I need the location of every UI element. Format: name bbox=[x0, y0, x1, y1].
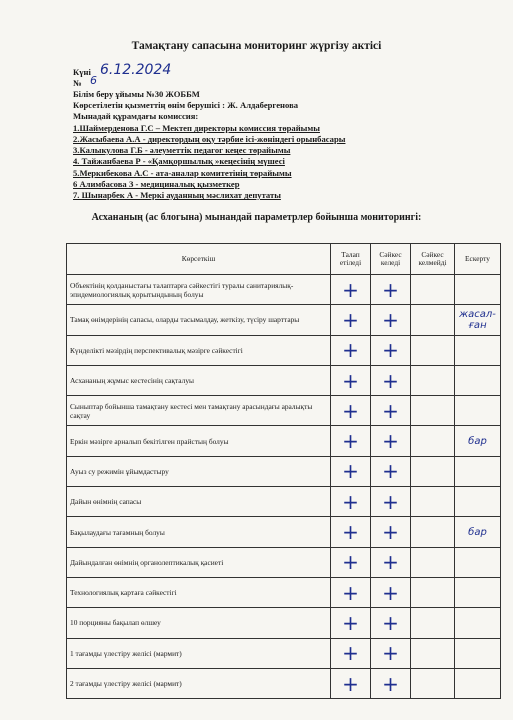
section-title: Асхананың (ас блогына) мынандай параметрлер бойынша мониторингі: bbox=[91, 212, 422, 223]
table-row bbox=[67, 365, 501, 395]
table-row bbox=[67, 456, 501, 486]
not-matches-mark bbox=[411, 426, 455, 456]
commission-member: 3.Калыкулова Г.Б - әлеуметтік педагог кеңес төрайымы bbox=[73, 145, 291, 155]
commission-member: 5.Меркибекова А.С - ата-аналар комитетінің төрайымы bbox=[73, 168, 292, 178]
document-title: Тамақтану сапасына мониторинг жүргізу актісі bbox=[131, 40, 382, 52]
note-cell: бар bbox=[455, 517, 501, 547]
matches-mark: + bbox=[371, 456, 411, 486]
required-mark: + bbox=[331, 668, 371, 698]
not-matches-mark bbox=[411, 275, 455, 305]
table-row bbox=[67, 608, 501, 638]
table-row bbox=[67, 638, 501, 668]
matches-mark: + bbox=[371, 365, 411, 395]
commission-member: 1.Шаймерденова Г.С – Мектеп директоры комиссия төрайымы bbox=[73, 123, 320, 133]
table-row bbox=[67, 547, 501, 577]
note-cell bbox=[455, 608, 501, 638]
commission-member: 2.Жасыбаева А.А - директордың оқу тәрбие ісі-жөніндегі орынбасары bbox=[73, 134, 346, 144]
required-mark: + bbox=[331, 365, 371, 395]
not-matches-mark bbox=[411, 456, 455, 486]
table-row bbox=[67, 577, 501, 607]
note-cell bbox=[455, 577, 501, 607]
criterion-cell: Бақылаудағы тағамның болуы bbox=[67, 517, 331, 547]
criterion-cell: Объектінің қолданыстағы талаптарға сәйкестігі туралы санитариялық-эпидемиологиялық қорытындының болуы bbox=[67, 275, 331, 305]
note-cell bbox=[455, 335, 501, 365]
not-matches-mark bbox=[411, 487, 455, 517]
criterion-cell: 2 тағамды үлестіру желісі (мармит) bbox=[67, 668, 331, 698]
table-row bbox=[67, 426, 501, 456]
note-cell bbox=[455, 456, 501, 486]
required-mark: + bbox=[331, 305, 371, 335]
criterion-cell: Ауыз су режимін ұйымдастыру bbox=[67, 456, 331, 486]
header-note: Ескерту bbox=[455, 244, 501, 275]
criterion-cell: Асхананың жұмыс кестесінің сақталуы bbox=[67, 365, 331, 395]
not-matches-mark bbox=[411, 638, 455, 668]
matches-mark: + bbox=[371, 638, 411, 668]
not-matches-mark bbox=[411, 396, 455, 426]
criterion-cell: Дайындалған өнімнің органолептикалық қасиеті bbox=[67, 547, 331, 577]
required-mark: + bbox=[331, 275, 371, 305]
criterion-cell: 1 тағамды үлестіру желісі (мармит) bbox=[67, 638, 331, 668]
commission-member: 6 Алимбасова З - медициналық қызметкер bbox=[73, 179, 240, 189]
date-label: Күні bbox=[73, 67, 91, 77]
supplier-line: Көрсетілетін қызметтің өнім берушісі : Ж. Алдабергенова bbox=[73, 100, 299, 110]
header-not-matches: Сәйкес келмейді bbox=[411, 244, 455, 275]
number-value: 6 bbox=[90, 74, 97, 87]
criterion-cell: Технологиялық картаға сәйкестігі bbox=[67, 577, 331, 607]
matches-mark: + bbox=[371, 608, 411, 638]
table-row bbox=[67, 668, 501, 698]
not-matches-mark bbox=[411, 577, 455, 607]
required-mark: + bbox=[331, 487, 371, 517]
not-matches-mark bbox=[411, 547, 455, 577]
matches-mark: + bbox=[371, 335, 411, 365]
note-cell: жасал-ған bbox=[455, 305, 501, 335]
date-value: 6.12.2024 bbox=[100, 62, 172, 78]
number-label: № bbox=[73, 78, 82, 88]
table-row bbox=[67, 275, 501, 305]
table-row bbox=[67, 517, 501, 547]
table-row bbox=[67, 487, 501, 517]
required-mark: + bbox=[331, 517, 371, 547]
required-mark: + bbox=[331, 638, 371, 668]
not-matches-mark bbox=[411, 305, 455, 335]
header-matches: Сәйкес келеді bbox=[371, 244, 411, 275]
criterion-cell: Күнделікті мәзірдің перспективалық мәзірге сәйкестігі bbox=[67, 335, 331, 365]
school-line: Білім беру ұйымы №30 ЖОББМ bbox=[73, 89, 200, 99]
note-cell bbox=[455, 638, 501, 668]
not-matches-mark bbox=[411, 668, 455, 698]
required-mark: + bbox=[331, 426, 371, 456]
required-mark: + bbox=[331, 608, 371, 638]
note-cell bbox=[455, 547, 501, 577]
matches-mark: + bbox=[371, 487, 411, 517]
required-mark: + bbox=[331, 396, 371, 426]
not-matches-mark bbox=[411, 365, 455, 395]
matches-mark: + bbox=[371, 396, 411, 426]
note-cell bbox=[455, 365, 501, 395]
criterion-cell: 10 порцияны бақылап өлшеу bbox=[67, 608, 331, 638]
required-mark: + bbox=[331, 335, 371, 365]
header-required: Талап етіледі bbox=[331, 244, 371, 275]
criterion-cell: Дайын өнімнің сапасы bbox=[67, 487, 331, 517]
criterion-cell: Еркін мәзірге арналып бекітілген прайстың болуы bbox=[67, 426, 331, 456]
not-matches-mark bbox=[411, 517, 455, 547]
note-cell bbox=[455, 275, 501, 305]
criterion-cell: Сыныптар бойынша тамақтану кестесі мен тамақтану арасындағы аралықты сақтау bbox=[67, 396, 331, 426]
commission-member: 7. Шынарбек А - Меркі ауданның мәслихат депутаты bbox=[73, 190, 281, 200]
matches-mark: + bbox=[371, 668, 411, 698]
required-mark: + bbox=[331, 456, 371, 486]
monitoring-table bbox=[66, 243, 501, 699]
table-header-row bbox=[67, 244, 501, 275]
criterion-cell: Тамақ өнімдерінің сапасы, оларды тасымалдау, жеткізу, түсіру шарттары bbox=[67, 305, 331, 335]
matches-mark: + bbox=[371, 547, 411, 577]
matches-mark: + bbox=[371, 426, 411, 456]
header-criterion: Көрсеткіш bbox=[67, 244, 331, 275]
note-cell bbox=[455, 487, 501, 517]
table-row bbox=[67, 396, 501, 426]
matches-mark: + bbox=[371, 577, 411, 607]
note-cell: бар bbox=[455, 426, 501, 456]
required-mark: + bbox=[331, 547, 371, 577]
note-cell bbox=[455, 668, 501, 698]
commission-member: 4. Тайжанбаева Р - «Қамқоршылық »кеңесінің мүшесі bbox=[73, 156, 285, 166]
not-matches-mark bbox=[411, 335, 455, 365]
matches-mark: + bbox=[371, 517, 411, 547]
commission-heading: Мынадай құрамдағы комиссия: bbox=[73, 111, 199, 121]
note-cell bbox=[455, 396, 501, 426]
matches-mark: + bbox=[371, 305, 411, 335]
not-matches-mark bbox=[411, 608, 455, 638]
matches-mark: + bbox=[371, 275, 411, 305]
table-row bbox=[67, 335, 501, 365]
required-mark: + bbox=[331, 577, 371, 607]
table-row bbox=[67, 305, 501, 335]
